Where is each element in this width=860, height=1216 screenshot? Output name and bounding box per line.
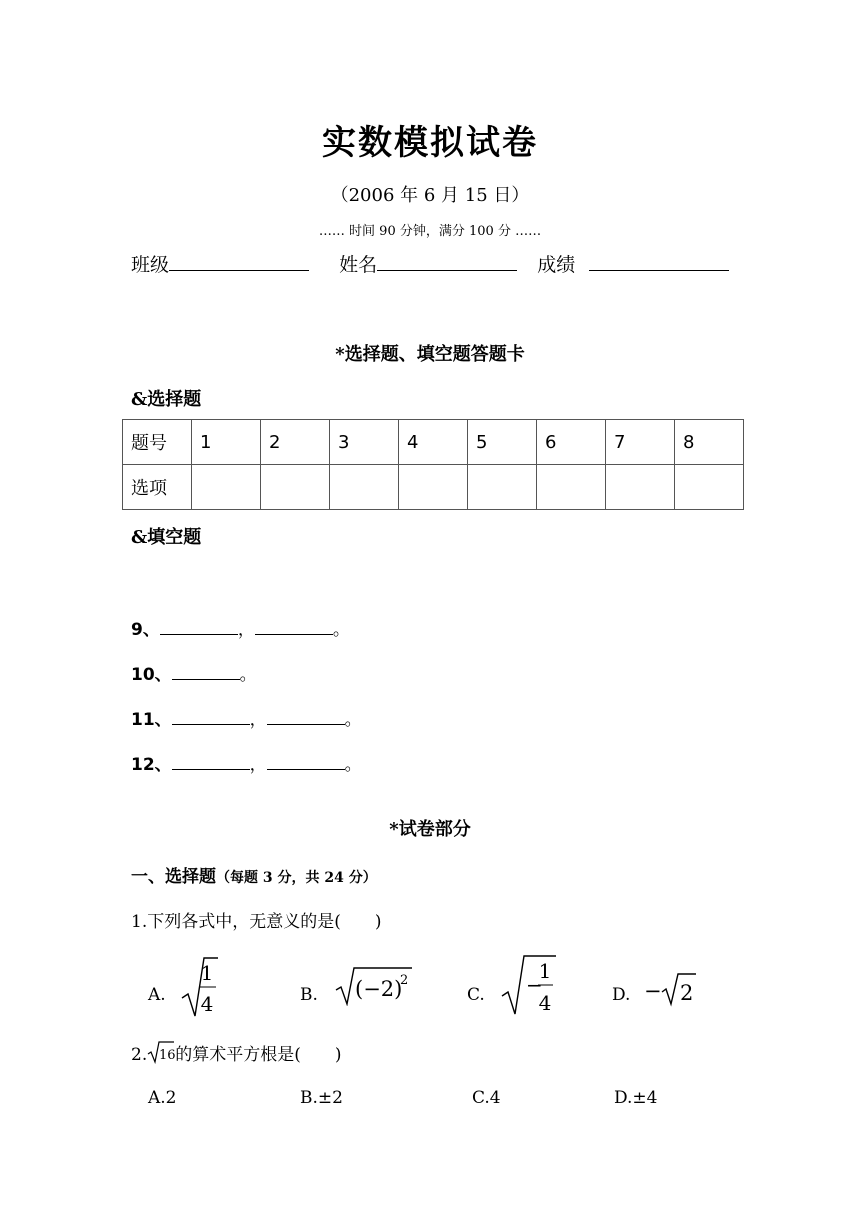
table-row: [123, 420, 744, 465]
question-number-cell: 4: [399, 420, 468, 465]
class-blank[interactable]: [169, 252, 309, 271]
answer-cell[interactable]: [330, 465, 399, 510]
q1-option-c-expr: [500, 954, 560, 1022]
fill-number: 9、: [131, 620, 160, 640]
student-info-row: [131, 250, 729, 277]
q1-option-c-label: C.: [467, 985, 485, 1005]
sqrt-icon: [644, 972, 700, 1008]
fraction-denominator: 4: [538, 991, 552, 1015]
answer-cell[interactable]: [537, 465, 606, 510]
row-label-number: 题号: [123, 420, 192, 465]
q1-option-b-label: B.: [300, 985, 318, 1005]
period: 。: [344, 710, 362, 730]
fill-number: 10、: [131, 665, 172, 685]
section1-note: （每题 3 分，共 24 分）: [216, 870, 377, 886]
q2-option-b: B.±2: [300, 1088, 343, 1108]
fraction-numerator: 1: [538, 959, 552, 983]
paper-heading: *试卷部分: [389, 819, 471, 840]
fill-blank[interactable]: [172, 665, 240, 680]
question-number-cell: 1: [192, 420, 261, 465]
fill-blank[interactable]: [172, 755, 250, 770]
answer-cell[interactable]: [675, 465, 744, 510]
radicand: 16: [159, 1048, 176, 1063]
answer-card-heading: *选择题、填空题答题卡: [335, 344, 525, 365]
section1-title-row: [131, 862, 377, 887]
score-blank[interactable]: [589, 252, 729, 271]
fraction-numerator: 1: [200, 961, 214, 985]
class-label: 班级: [131, 254, 170, 276]
answer-cell[interactable]: [399, 465, 468, 510]
fill-item-12: [131, 750, 362, 775]
b-exponent: 2: [400, 973, 409, 988]
q2-stem-text: 的算术平方根是( ): [175, 1045, 342, 1065]
question-number-cell: 3: [330, 420, 399, 465]
section1-title: 一、选择题: [131, 867, 216, 887]
fill-blank[interactable]: [267, 710, 345, 725]
question-number-cell: 6: [537, 420, 606, 465]
answer-cell[interactable]: [192, 465, 261, 510]
exam-date: （2006 年 6 月 15 日）: [330, 185, 530, 206]
name-label: 姓名: [339, 254, 378, 276]
fraction-denominator: 4: [200, 992, 214, 1016]
fill-heading: &填空题: [131, 527, 202, 548]
question-number-cell: 2: [261, 420, 330, 465]
q1-option-b-expr: [334, 966, 414, 1010]
row-label-option: 选项: [123, 465, 192, 510]
period: 。: [344, 755, 362, 775]
fill-number: 11、: [131, 710, 172, 730]
fill-item-10: [131, 660, 257, 685]
question-2-stem: [131, 1040, 342, 1069]
fill-item-9: [131, 615, 350, 640]
answer-cell[interactable]: [606, 465, 675, 510]
choice-answer-table: [122, 419, 744, 510]
period: 。: [239, 665, 257, 685]
sqrt-icon: [500, 954, 560, 1018]
q1-option-a-expr: [180, 956, 220, 1024]
table-row: [123, 465, 744, 510]
fill-blank[interactable]: [160, 620, 238, 635]
q2-option-d: D.±4: [614, 1088, 658, 1108]
q2-option-a: A.2: [148, 1088, 177, 1108]
fill-item-11: [131, 705, 362, 730]
fill-blank[interactable]: [172, 710, 250, 725]
comma: ，: [249, 755, 267, 775]
fill-blank[interactable]: [267, 755, 345, 770]
name-blank[interactable]: [377, 252, 517, 271]
minus-sign: −: [526, 973, 543, 997]
q2-option-c: C.4: [472, 1088, 501, 1108]
q1-option-a-label: A.: [148, 985, 166, 1005]
fill-blank[interactable]: [255, 620, 333, 635]
page-title: 实数模拟试卷: [322, 123, 538, 163]
sqrt-icon: [147, 1040, 175, 1069]
sqrt-icon: [334, 966, 414, 1006]
question-1-stem: 1.下列各式中，无意义的是( ): [131, 912, 382, 932]
choice-heading: &选择题: [131, 389, 202, 410]
q1-option-d-expr: [644, 972, 700, 1012]
question-number-cell: 8: [675, 420, 744, 465]
comma: ，: [249, 710, 267, 730]
fill-number: 12、: [131, 755, 172, 775]
minus-sign: −: [644, 979, 662, 1003]
answer-cell[interactable]: [468, 465, 537, 510]
comma: ，: [237, 620, 255, 640]
q2-number: 2.: [131, 1045, 148, 1065]
q1-option-d-label: D.: [612, 985, 631, 1005]
score-label: 成绩: [537, 254, 576, 276]
question-number-cell: 7: [606, 420, 675, 465]
answer-cell[interactable]: [261, 465, 330, 510]
time-note: …… 时间 90 分钟，满分 100 分 ……: [318, 224, 542, 239]
sqrt-icon: [180, 956, 220, 1020]
period: 。: [332, 620, 350, 640]
b-expression: (−2): [355, 977, 403, 1001]
radicand: 2: [680, 981, 694, 1005]
question-number-cell: 5: [468, 420, 537, 465]
